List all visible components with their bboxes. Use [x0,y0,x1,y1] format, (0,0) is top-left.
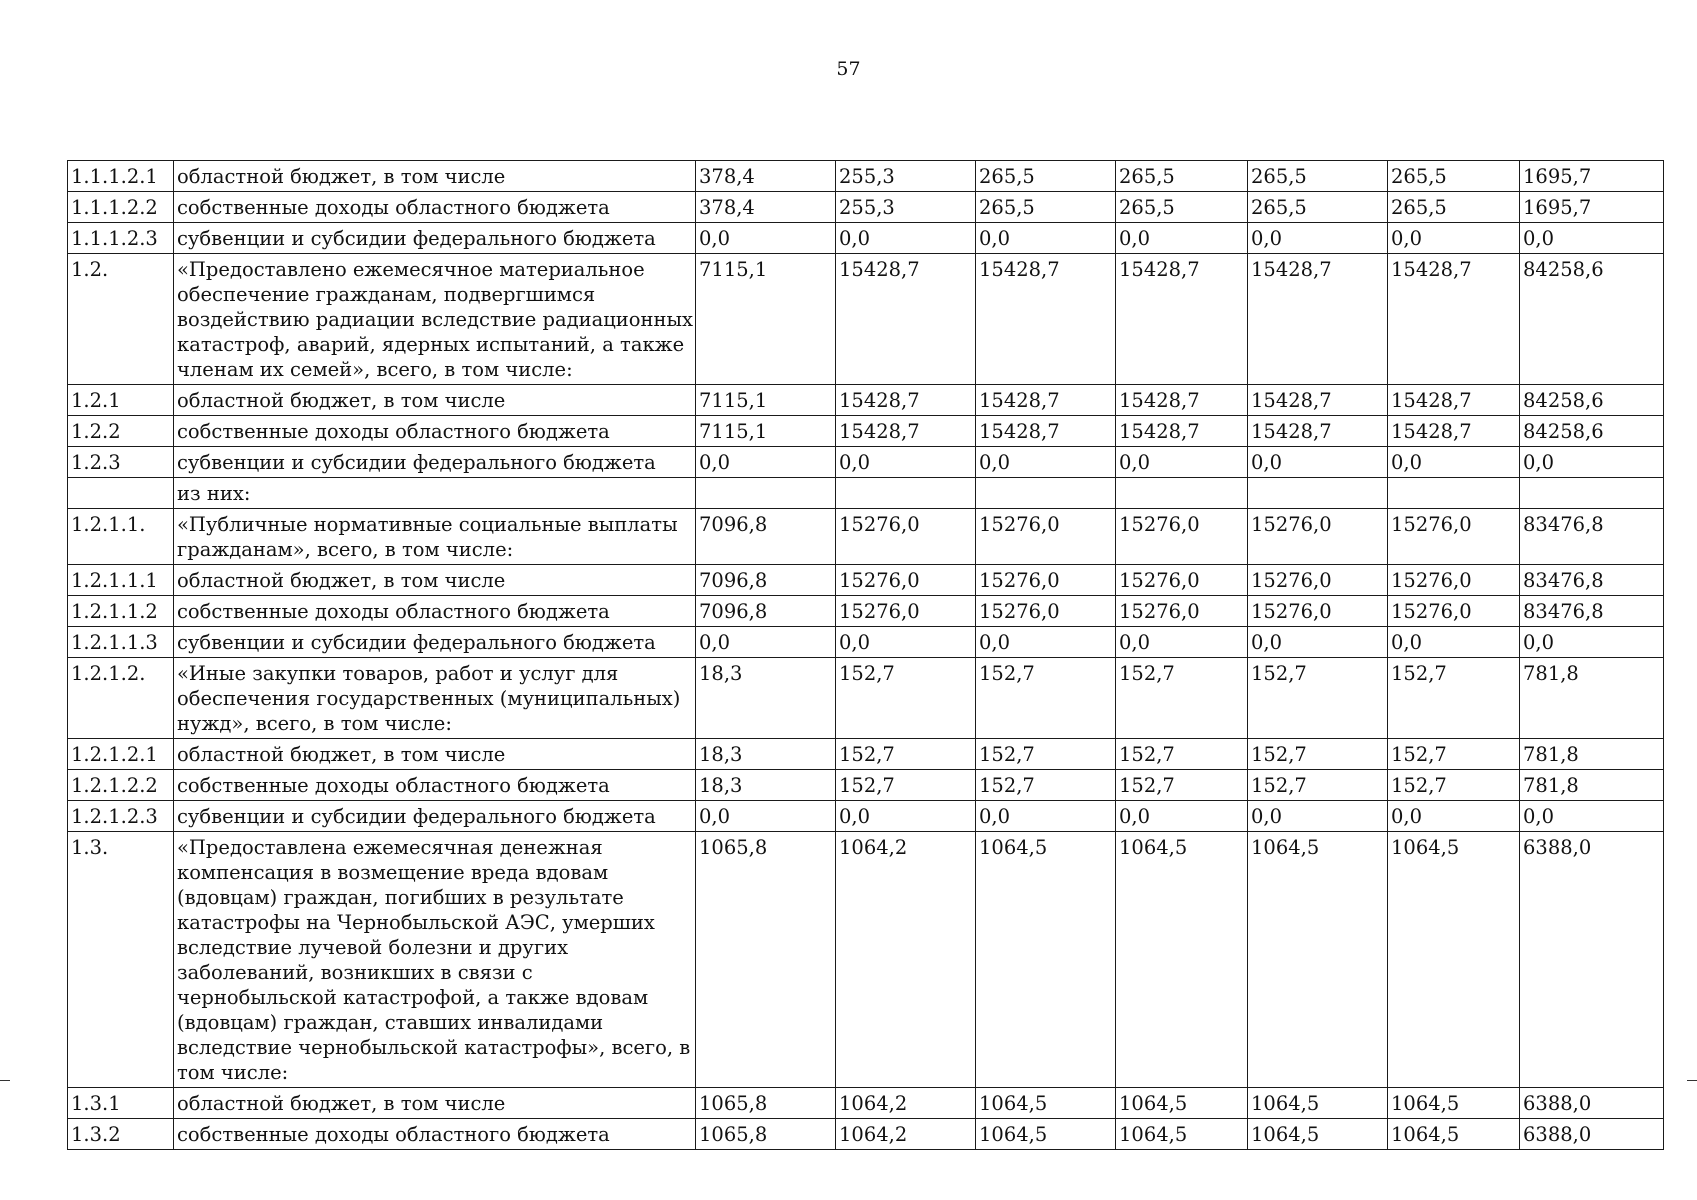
row-year-value: 0,0 [1116,447,1248,478]
table-row [68,801,1664,832]
row-code: 1.2.1.1. [68,509,174,565]
row-year-value: 152,7 [836,770,976,801]
row-year-value: 15276,0 [976,565,1116,596]
row-year-value: 15428,7 [1388,254,1520,385]
row-year-value: 0,0 [696,223,836,254]
row-year-value: 152,7 [1388,658,1520,739]
table-row [68,478,1664,509]
row-year-value: 265,5 [1116,192,1248,223]
row-year-value: 265,5 [1388,161,1520,192]
row-code: 1.2.2 [68,416,174,447]
row-description: областной бюджет, в том числе [174,1088,696,1119]
row-year-value: 255,3 [836,192,976,223]
table-row [68,1088,1664,1119]
row-total-value: 84258,6 [1520,385,1664,416]
row-year-value: 7115,1 [696,254,836,385]
row-description: субвенции и субсидии федерального бюджета [174,223,696,254]
table-row [68,223,1664,254]
row-description: субвенции и субсидии федерального бюджета [174,627,696,658]
row-year-value: 265,5 [1388,192,1520,223]
row-year-value: 15428,7 [1248,385,1388,416]
row-year-value: 0,0 [976,627,1116,658]
row-year-value: 152,7 [1116,658,1248,739]
row-year-value: 1064,5 [976,1088,1116,1119]
row-code: 1.2.1.2. [68,658,174,739]
row-year-value: 15276,0 [836,509,976,565]
row-total-value: 6388,0 [1520,832,1664,1088]
right-margin-mark [1687,1080,1697,1081]
row-total-value: 0,0 [1520,447,1664,478]
row-year-value: 255,3 [836,161,976,192]
row-year-value: 18,3 [696,739,836,770]
row-year-value: 15276,0 [976,596,1116,627]
row-year-value: 15428,7 [976,254,1116,385]
row-year-value: 15276,0 [1116,509,1248,565]
row-year-value: 1064,2 [836,1119,976,1150]
row-year-value: 0,0 [1388,223,1520,254]
row-code: 1.1.1.2.2 [68,192,174,223]
row-year-value [836,478,976,509]
row-year-value: 0,0 [1388,801,1520,832]
row-description: собственные доходы областного бюджета [174,192,696,223]
row-description: областной бюджет, в том числе [174,161,696,192]
row-year-value: 152,7 [836,658,976,739]
row-year-value: 152,7 [976,658,1116,739]
row-year-value: 0,0 [1116,223,1248,254]
row-total-value: 84258,6 [1520,416,1664,447]
row-total-value: 781,8 [1520,739,1664,770]
row-year-value: 15276,0 [836,596,976,627]
row-year-value: 15428,7 [1248,416,1388,447]
row-code: 1.2. [68,254,174,385]
row-year-value: 152,7 [1248,770,1388,801]
row-year-value: 1064,2 [836,1088,976,1119]
table-row [68,739,1664,770]
table-row [68,192,1664,223]
row-total-value: 0,0 [1520,223,1664,254]
row-year-value: 152,7 [1388,770,1520,801]
row-year-value: 15276,0 [1116,565,1248,596]
row-description: «Предоставлено ежемесячное материальное обеспечение гражданам, подвергшимся воздействию радиации вследствие радиационных катастроф, аварий, ядерных испытаний, а также членам их семей», всего, в том числе: [174,254,696,385]
row-year-value: 15428,7 [1388,385,1520,416]
row-year-value: 1064,5 [1248,832,1388,1088]
row-year-value: 265,5 [1248,192,1388,223]
row-code: 1.1.1.2.3 [68,223,174,254]
row-year-value: 1065,8 [696,1088,836,1119]
row-year-value: 152,7 [1116,770,1248,801]
row-year-value: 1064,2 [836,832,976,1088]
row-code: 1.2.1.1.1 [68,565,174,596]
row-year-value: 7096,8 [696,509,836,565]
row-year-value: 15428,7 [1116,254,1248,385]
row-year-value: 378,4 [696,192,836,223]
row-description: собственные доходы областного бюджета [174,596,696,627]
budget-table [67,160,1664,1150]
row-year-value: 0,0 [976,801,1116,832]
row-year-value: 265,5 [1116,161,1248,192]
row-year-value: 1064,5 [1248,1119,1388,1150]
row-year-value [696,478,836,509]
row-year-value: 0,0 [1388,447,1520,478]
table-row [68,385,1664,416]
row-year-value: 15428,7 [836,416,976,447]
row-year-value: 152,7 [1248,739,1388,770]
row-description: собственные доходы областного бюджета [174,1119,696,1150]
row-year-value: 15276,0 [1248,565,1388,596]
row-description: собственные доходы областного бюджета [174,770,696,801]
row-year-value: 0,0 [836,223,976,254]
row-total-value: 781,8 [1520,770,1664,801]
row-year-value: 0,0 [696,627,836,658]
row-year-value: 0,0 [1248,223,1388,254]
row-code: 1.2.1.2.3 [68,801,174,832]
row-total-value: 781,8 [1520,658,1664,739]
row-description: областной бюджет, в том числе [174,385,696,416]
row-year-value: 0,0 [696,447,836,478]
row-description: областной бюджет, в том числе [174,565,696,596]
row-year-value [976,478,1116,509]
row-description: собственные доходы областного бюджета [174,416,696,447]
row-year-value: 15428,7 [1388,416,1520,447]
row-year-value: 1064,5 [1388,1088,1520,1119]
row-code: 1.2.1.2.2 [68,770,174,801]
row-year-value: 0,0 [1388,627,1520,658]
table-row [68,1119,1664,1150]
row-total-value: 0,0 [1520,627,1664,658]
left-margin-mark [0,1080,10,1081]
row-year-value: 0,0 [1248,447,1388,478]
row-year-value: 1064,5 [976,1119,1116,1150]
row-code: 1.3.2 [68,1119,174,1150]
row-year-value: 1064,5 [1116,832,1248,1088]
row-description: субвенции и субсидии федерального бюджета [174,801,696,832]
row-year-value: 0,0 [836,447,976,478]
row-code: 1.1.1.2.1 [68,161,174,192]
row-year-value: 15276,0 [1248,596,1388,627]
table-row [68,832,1664,1088]
row-total-value: 84258,6 [1520,254,1664,385]
row-year-value: 152,7 [1116,739,1248,770]
row-code: 1.2.1 [68,385,174,416]
row-total-value: 6388,0 [1520,1088,1664,1119]
row-year-value [1116,478,1248,509]
row-year-value: 378,4 [696,161,836,192]
row-year-value: 15276,0 [1388,596,1520,627]
row-year-value: 1064,5 [1388,1119,1520,1150]
row-year-value: 1065,8 [696,832,836,1088]
row-year-value: 15276,0 [1388,565,1520,596]
row-year-value: 7115,1 [696,416,836,447]
row-year-value: 0,0 [836,627,976,658]
row-description: «Иные закупки товаров, работ и услуг для обеспечения государственных (муниципальных) нужд», всего, в том числе: [174,658,696,739]
row-year-value: 0,0 [976,223,1116,254]
table-row [68,161,1664,192]
row-year-value: 152,7 [976,770,1116,801]
row-year-value: 1064,5 [1388,832,1520,1088]
row-description: «Предоставлена ежемесячная денежная компенсация в возмещение вреда вдовам (вдовцам) граждан, погибших в результате катастрофы на Чернобыльской АЭС, умерших вследствие лучевой болезни и других заболеваний, возникших в связи с чернобыльской катастрофой, а также вдовам (вдовцам) граждан, ставших инвалидами вследствие чернобыльской катастрофы», всего, в том числе: [174,832,696,1088]
row-total-value: 83476,8 [1520,596,1664,627]
row-year-value: 15276,0 [976,509,1116,565]
row-code [68,478,174,509]
budget-table-body [68,161,1664,1150]
row-total-value: 0,0 [1520,801,1664,832]
row-total-value: 1695,7 [1520,192,1664,223]
row-code: 1.2.3 [68,447,174,478]
page-number: 57 [836,58,861,80]
row-total-value: 83476,8 [1520,565,1664,596]
row-code: 1.2.1.2.1 [68,739,174,770]
row-year-value [1248,478,1388,509]
table-row [68,254,1664,385]
table-row [68,416,1664,447]
row-year-value: 1064,5 [1248,1088,1388,1119]
table-row [68,565,1664,596]
row-year-value: 0,0 [836,801,976,832]
row-year-value: 15428,7 [836,254,976,385]
row-year-value: 265,5 [1248,161,1388,192]
row-year-value: 7115,1 [696,385,836,416]
row-year-value: 152,7 [1248,658,1388,739]
table-row [68,596,1664,627]
row-year-value: 15276,0 [1248,509,1388,565]
row-year-value: 1064,5 [976,832,1116,1088]
table-row [68,658,1664,739]
row-year-value: 265,5 [976,192,1116,223]
row-code: 1.3. [68,832,174,1088]
row-year-value: 152,7 [1388,739,1520,770]
row-year-value: 15276,0 [836,565,976,596]
row-year-value: 15428,7 [976,385,1116,416]
row-year-value: 15276,0 [1388,509,1520,565]
row-year-value: 0,0 [1116,801,1248,832]
row-year-value: 15428,7 [976,416,1116,447]
row-description: областной бюджет, в том числе [174,739,696,770]
table-row [68,770,1664,801]
row-year-value: 265,5 [976,161,1116,192]
row-total-value [1520,478,1664,509]
table-row [68,447,1664,478]
table-row [68,509,1664,565]
row-year-value [1388,478,1520,509]
table-row [68,627,1664,658]
row-year-value: 15428,7 [1248,254,1388,385]
row-year-value: 0,0 [976,447,1116,478]
row-year-value: 0,0 [1248,801,1388,832]
row-year-value: 15428,7 [836,385,976,416]
row-total-value: 83476,8 [1520,509,1664,565]
row-year-value: 0,0 [696,801,836,832]
row-year-value: 0,0 [1116,627,1248,658]
row-year-value: 7096,8 [696,565,836,596]
row-year-value: 0,0 [1248,627,1388,658]
row-description: субвенции и субсидии федерального бюджета [174,447,696,478]
row-year-value: 1064,5 [1116,1119,1248,1150]
row-year-value: 152,7 [976,739,1116,770]
row-year-value: 152,7 [836,739,976,770]
row-description: «Публичные нормативные социальные выплаты гражданам», всего, в том числе: [174,509,696,565]
row-year-value: 1065,8 [696,1119,836,1150]
row-code: 1.2.1.1.2 [68,596,174,627]
row-description: из них: [174,478,696,509]
row-year-value: 7096,8 [696,596,836,627]
row-year-value: 18,3 [696,658,836,739]
row-year-value: 15428,7 [1116,416,1248,447]
row-total-value: 1695,7 [1520,161,1664,192]
row-year-value: 18,3 [696,770,836,801]
row-total-value: 6388,0 [1520,1119,1664,1150]
row-code: 1.2.1.1.3 [68,627,174,658]
row-year-value: 15276,0 [1116,596,1248,627]
row-code: 1.3.1 [68,1088,174,1119]
row-year-value: 1064,5 [1116,1088,1248,1119]
row-year-value: 15428,7 [1116,385,1248,416]
